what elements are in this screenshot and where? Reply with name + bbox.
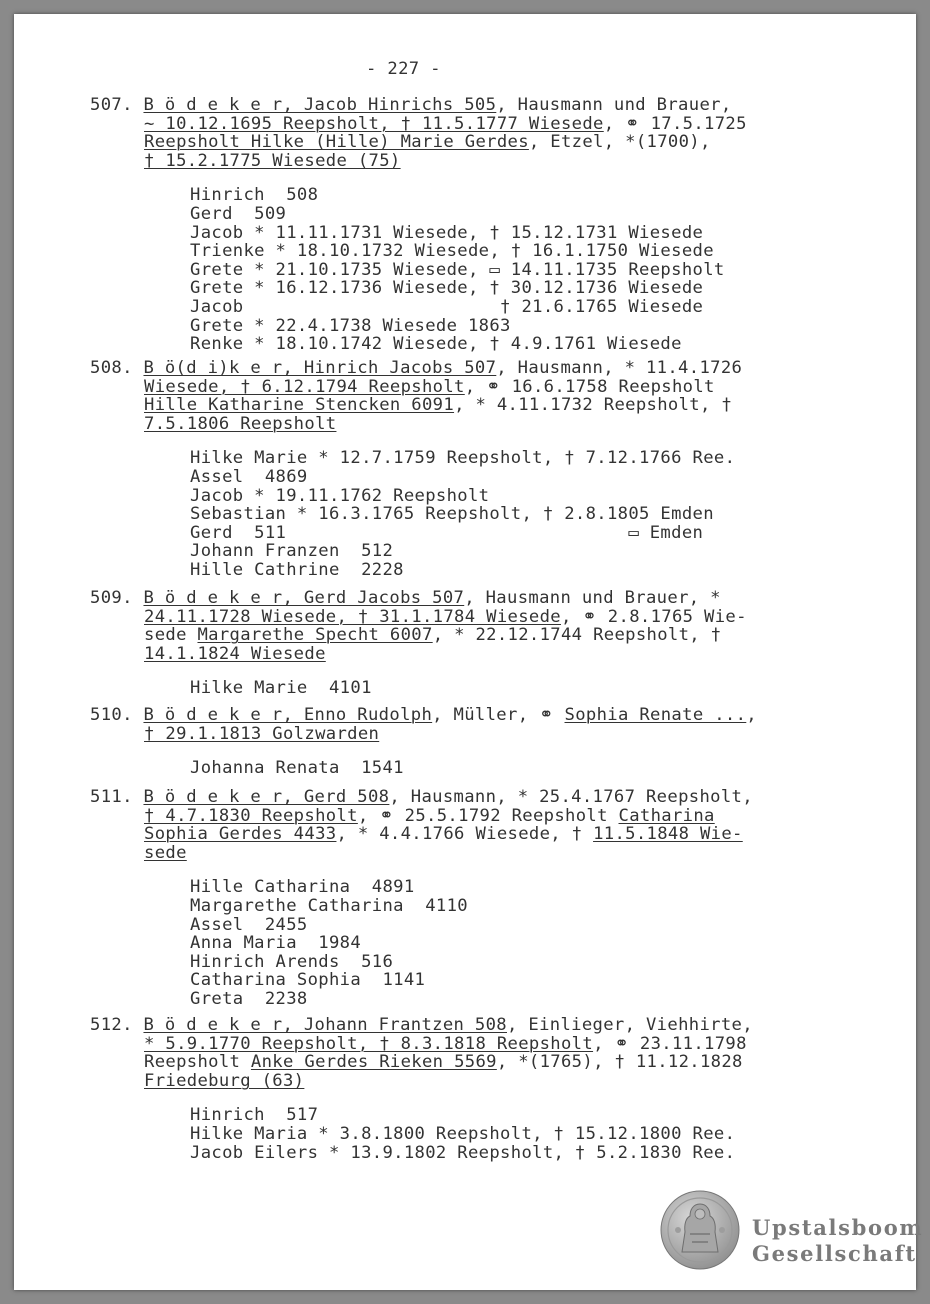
entry-text: Reepsholt	[144, 1052, 251, 1073]
child-entry: Jacob * 19.11.1762 Reepsholt	[190, 485, 490, 506]
document-body	[14, 14, 916, 1290]
entry-text: , ⚭ 23.11.1798	[593, 1033, 747, 1054]
society-seal-logo	[660, 1190, 740, 1270]
underlined-name: † 4.7.1830 Reepsholt	[144, 805, 358, 826]
child-entry: Sebastian * 16.3.1765 Reepsholt, † 2.8.1805 Emden	[190, 504, 714, 525]
entry-text: 507.	[90, 95, 144, 115]
underlined-name: ~ 10.12.1695 Reepsholt, † 11.5.1777 Wiesede	[144, 113, 604, 134]
entry-text: , *(1765), † 11.12.1828	[496, 1052, 743, 1073]
society-name-line-1: Upstalsboom	[752, 1215, 924, 1240]
child-entry: Hille Catharina 4891	[190, 877, 415, 898]
entry-text: ,	[746, 705, 757, 725]
child-entry: Hilke Marie 4101	[190, 678, 372, 699]
entry-text-line	[144, 608, 747, 627]
child-entry: Johann Franzen 512	[190, 541, 394, 562]
child-entry: Grete * 16.12.1736 Wiesede, † 30.12.1736 Wiesede	[190, 278, 704, 299]
child-entry: Grete * 22.4.1738 Wiesede 1863	[190, 315, 511, 336]
entry-text: , Etzel, *(1700),	[528, 132, 711, 153]
underlined-name: Wiesede, † 6.12.1794 Reepsholt	[144, 376, 465, 397]
underlined-name: Catharina	[618, 805, 715, 826]
child-entry: Jacob † 21.6.1765 Wiesede	[190, 297, 704, 317]
entry-text: , * 22.12.1744 Reepsholt, †	[432, 625, 722, 646]
underlined-name: 24.11.1728 Wiesede, † 31.1.1784 Wiesede	[144, 606, 561, 627]
child-entry: Catharina Sophia 1141	[190, 970, 426, 991]
underlined-name: Hille Katharine Stencken 6091	[144, 395, 455, 416]
child-entry: Gerd 509	[190, 204, 287, 224]
child-entry: Anna Maria 1984	[190, 933, 362, 954]
entry-text: , Hausmann, * 25.4.1767 Reepsholt,	[389, 787, 753, 807]
entry-text-line	[144, 725, 379, 744]
entry-text: , Müller, ⚭	[432, 705, 565, 725]
underlined-name: B ö d e k e r, Enno Rudolph	[143, 705, 433, 725]
entry-text-line	[144, 152, 401, 171]
society-name-line-2: Gesellschaft	[752, 1241, 917, 1266]
underlined-name: sede	[144, 842, 187, 863]
entry-text: 509.	[90, 588, 144, 608]
entry-text: , Hausmann und Brauer, *	[464, 588, 721, 608]
entry-text: , Hausmann und Brauer,	[496, 95, 732, 115]
child-entry: Assel 2455	[190, 914, 308, 935]
underlined-name: † 15.2.1775 Wiesede (75)	[144, 150, 401, 171]
underlined-name: Friedeburg (63)	[144, 1070, 305, 1091]
child-entry: Greta 2238	[190, 989, 308, 1009]
child-entry: Hinrich 508	[190, 185, 319, 206]
underlined-name: Margarethe Specht 6007	[197, 625, 433, 646]
child-entry: Hinrich Arends 516	[190, 951, 394, 972]
underlined-name: 7.5.1806 Reepsholt	[144, 413, 337, 434]
entry-text: sede	[144, 625, 198, 646]
child-entry: Gerd 511 ▭ Emden	[190, 522, 704, 543]
child-entry: Hinrich 517	[190, 1105, 319, 1126]
child-entry: Jacob * 11.11.1731 Wiesede, † 15.12.1731 Wiesede	[190, 222, 704, 243]
entry-text: 512.	[90, 1015, 144, 1035]
underlined-name: Anke Gerdes Rieken 5569	[250, 1052, 497, 1073]
underlined-name: B ö d e k e r, Johann Frantzen 508	[143, 1015, 507, 1035]
entry-heading	[90, 589, 721, 608]
entry-text-line	[144, 115, 747, 134]
entry-heading	[90, 96, 732, 115]
entry-text-line	[144, 844, 187, 863]
child-entry: Johanna Renata 1541	[190, 758, 404, 779]
entry-text: 510.	[90, 705, 144, 725]
child-entry: Hilke Maria * 3.8.1800 Reepsholt, † 15.12.1800 Ree.	[190, 1124, 736, 1144]
entry-text: 508.	[90, 358, 144, 378]
entry-heading	[90, 788, 753, 807]
entry-text: , * 4.4.1766 Wiesede, †	[336, 824, 594, 845]
entry-heading	[90, 359, 742, 378]
child-entry: Renke * 18.10.1742 Wiesede, † 4.9.1761 Wiesede	[190, 334, 682, 355]
entry-text-line	[144, 396, 732, 415]
entry-text-line	[144, 807, 715, 826]
entry-text: , Hausmann, * 11.4.1726	[496, 358, 743, 378]
entry-text-line	[144, 1072, 304, 1091]
entry-text: , Einlieger, Viehhirte,	[507, 1015, 753, 1035]
entry-text: , ⚭ 2.8.1765 Wie-	[560, 606, 747, 627]
child-entry: Jacob Eilers * 13.9.1802 Reepsholt, † 5.2.1830 Ree.	[190, 1142, 736, 1163]
underlined-name: Sophia Gerdes 4433	[144, 824, 337, 845]
society-name	[752, 1215, 923, 1267]
entry-text: 511.	[90, 787, 144, 807]
entry-text-line	[144, 1035, 747, 1054]
underlined-name: 14.1.1824 Wiesede	[144, 643, 326, 664]
child-entry: Assel 4869	[190, 467, 308, 487]
entry-text: , * 4.11.1732 Reepsholt, †	[454, 395, 733, 416]
entry-text-line	[144, 645, 326, 664]
page-number: - 227 -	[366, 59, 441, 79]
underlined-name: Sophia Renate ...	[564, 705, 747, 725]
entry-heading	[90, 1016, 753, 1035]
underlined-name: * 5.9.1770 Reepsholt, † 8.3.1818 Reepsholt	[144, 1033, 594, 1054]
entry-text-line	[144, 415, 336, 434]
underlined-name: Reepsholt Hilke (Hille) Marie Gerdes	[144, 132, 529, 153]
entry-text: , ⚭ 16.6.1758 Reepsholt	[464, 376, 715, 397]
child-entry: Margarethe Catharina 4110	[190, 896, 468, 916]
entry-text: , ⚭ 25.5.1792 Reepsholt	[357, 805, 619, 826]
entry-heading	[90, 706, 757, 725]
entry-text-line	[144, 626, 721, 645]
underlined-name: B ö d e k e r, Jacob Hinrichs 505	[143, 95, 497, 115]
entry-text-line	[144, 133, 711, 152]
entry-text-line	[144, 825, 743, 844]
underlined-name: 11.5.1848 Wie-	[593, 824, 743, 845]
child-entry: Hille Cathrine 2228	[190, 560, 404, 580]
document-page	[14, 14, 924, 1290]
underlined-name: B ö(d i)k e r, Hinrich Jacobs 507	[143, 358, 497, 378]
child-entry: Grete * 21.10.1735 Wiesede, ▭ 14.11.1735 Reepsholt	[190, 259, 725, 280]
entry-text-line	[144, 378, 715, 397]
entry-text-line	[144, 1053, 743, 1072]
entry-text: , ⚭ 17.5.1725	[603, 113, 747, 134]
child-entry: Hilke Marie * 12.7.1759 Reepsholt, † 7.12.1766 Ree.	[190, 448, 736, 469]
underlined-name: B ö d e k e r, Gerd Jacobs 507	[143, 588, 465, 608]
underlined-name: † 29.1.1813 Golzwarden	[144, 723, 380, 744]
child-entry: Trienke * 18.10.1732 Wiesede, † 16.1.1750 Wiesede	[190, 241, 714, 262]
underlined-name: B ö d e k e r, Gerd 508	[143, 787, 390, 807]
